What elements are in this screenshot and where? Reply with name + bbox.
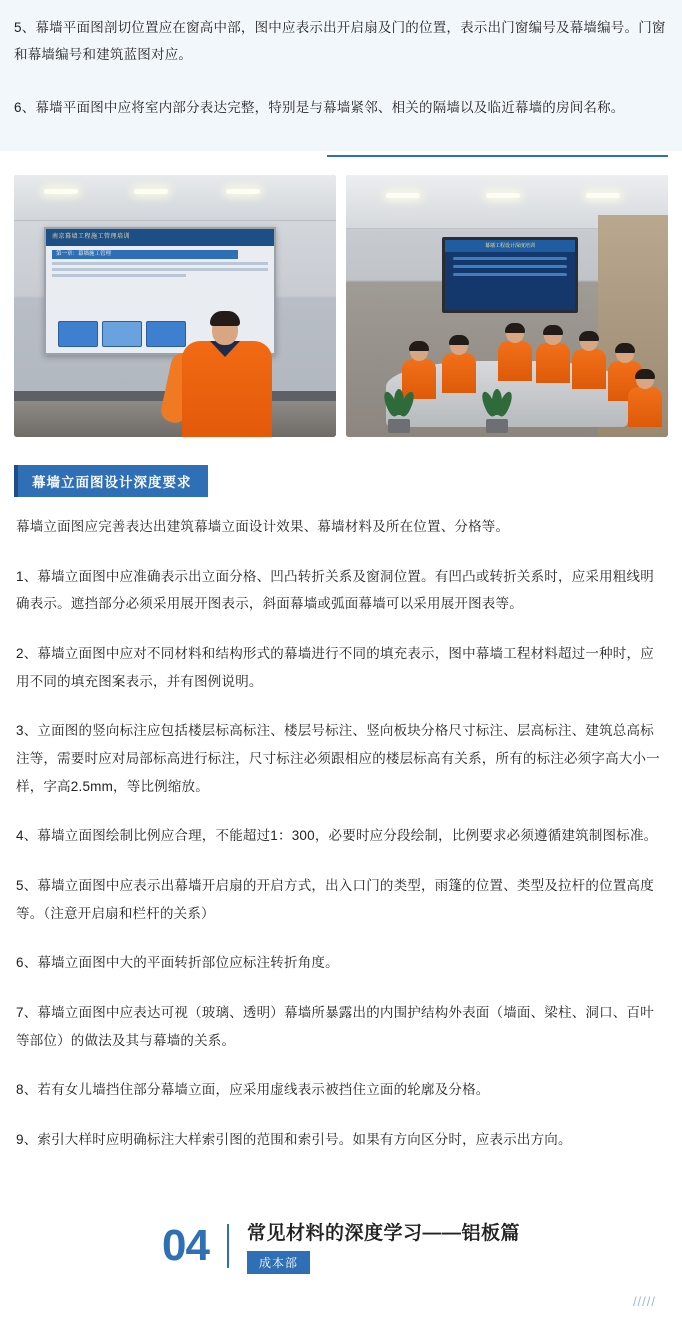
photo2-attendee — [442, 337, 476, 393]
ceiling-light-icon — [486, 193, 520, 198]
section-heading: 幕墙立面图设计深度要求 — [14, 465, 208, 497]
paragraph-item-5: 5、幕墙立面图中应表示出幕墙开启扇的开启方式，出入口门的类型，雨篷的位置、类型及拉杆的位置高度等。（注意开启扇和栏杆的关系） — [16, 878, 654, 921]
photo-row — [0, 157, 682, 447]
photo1-slide-band: 第一章：幕墙施工管理 — [52, 250, 238, 259]
photo2-screen-line — [453, 257, 567, 260]
photo2-projection-screen — [442, 237, 578, 313]
photo1-box — [102, 321, 142, 347]
paragraph-item-3: 3、立面图的竖向标注应包括楼层标高标注、楼层号标注、竖向板块分格尺寸标注、层高标注、建筑总高标注等，需要时应对局部标高进行标注，尺寸标注必须跟相应的楼层标高有关系，所有的标注必须字高大小一样，字高2.5mm，等比例缩放。 — [16, 723, 660, 794]
photo1-slide-line — [52, 268, 268, 271]
photo1-slide-image-boxes — [58, 321, 186, 347]
photo2-attendee — [536, 327, 570, 383]
photo1-presenter-hair — [210, 311, 240, 326]
photo1-slide-line — [52, 262, 268, 265]
paragraph-item-2: 2、幕墙立面图中应对不同材料和结构形式的幕墙进行不同的填充表示，图中幕墙工程材料超过一种时，应用不同的填充图案表示，并有图例说明。 — [16, 646, 654, 689]
photo1-slide-body — [46, 246, 274, 284]
photo1-ceiling — [14, 175, 336, 221]
paragraph-item-7: 7、幕墙立面图中应表达可视（玻璃、透明）幕墙所暴露出的内围护结构外表面（墙面、梁柱、洞口、百叶等部位）的做法及其与幕墙的关系。 — [16, 1005, 654, 1048]
photo1-slide-line — [52, 274, 186, 277]
presentation-photo — [14, 175, 336, 437]
section-heading-wrap — [0, 447, 682, 503]
chapter-text — [247, 1218, 520, 1274]
footer-decoration: ///// — [632, 1293, 656, 1309]
top-continuation-panel — [0, 0, 682, 151]
plant-icon — [480, 389, 514, 433]
photo2-attendee — [572, 333, 606, 389]
photo2-attendee — [498, 325, 532, 381]
ceiling-light-icon — [226, 189, 260, 194]
ceiling-light-icon — [44, 189, 78, 194]
meeting-room-photo — [346, 175, 668, 437]
plant-icon — [382, 389, 416, 433]
chapter-badge: 成本部 — [247, 1251, 310, 1274]
paragraph-item-8: 8、若有女儿墙挡住部分幕墙立面，应采用虚线表示被挡住立面的轮廓及分格。 — [16, 1082, 490, 1098]
photo1-presenter-body — [182, 341, 272, 437]
paragraph-top-6: 6、幕墙平面图中应将室内部分表达完整，特别是与幕墙紧邻、相关的隔墙以及临近幕墙的房间名称。 — [14, 100, 625, 115]
chapter-number: 04 — [162, 1220, 209, 1270]
chapter-banner — [0, 1202, 682, 1284]
paragraph-item-1: 1、幕墙立面图中应准确表示出立面分格、凹凸转折关系及窗洞位置。有凹凸或转折关系时，应采用粗线明确表示。遮挡部分必须采用展开图表示，斜面幕墙或弧面幕墙可以采用展开图表等。 — [16, 568, 654, 612]
ceiling-light-icon — [134, 189, 168, 194]
chapter-title: 常见材料的深度学习——铝板篇 — [246, 1222, 520, 1244]
photo1-slide-title: 南京幕墙工程施工管理培训 — [46, 229, 274, 246]
photo1-box — [58, 321, 98, 347]
photo2-attendee — [628, 371, 662, 427]
photo2-screen-line — [453, 265, 567, 268]
photo1-box — [146, 321, 186, 347]
ceiling-light-icon — [386, 193, 420, 198]
photo2-screen-line — [453, 273, 567, 276]
paragraph-top-5: 5、幕墙平面图剖切位置应在窗高中部，图中应表示出开启扇及门的位置，表示出门窗编号及幕墙编号。门窗和幕墙编号和建筑蓝图对应。 — [14, 20, 666, 62]
section-body — [0, 503, 682, 1192]
paragraph-item-4: 4、幕墙立面图绘制比例应合理，不能超过1：300，必要时应分段绘制，比例要求必须遵循建筑制图标准。 — [16, 828, 658, 844]
paragraph-intro: 幕墙立面图应完善表达出建筑幕墙立面设计效果、幕墙材料及所在位置、分格等。 — [16, 519, 510, 534]
paragraph-item-9: 9、索引大样时应明确标注大样索引图的范围和索引号。如果有方向区分时，应表示出方向。 — [16, 1132, 572, 1148]
chapter-divider — [227, 1224, 229, 1268]
photo1-projection-screen — [44, 227, 276, 355]
paragraph-item-6: 6、幕墙立面图中大的平面转折部位应标注转折角度。 — [16, 955, 339, 971]
ceiling-light-icon — [586, 193, 620, 198]
photo2-screen-title: 幕墙工程设计深度培训 — [445, 240, 575, 252]
